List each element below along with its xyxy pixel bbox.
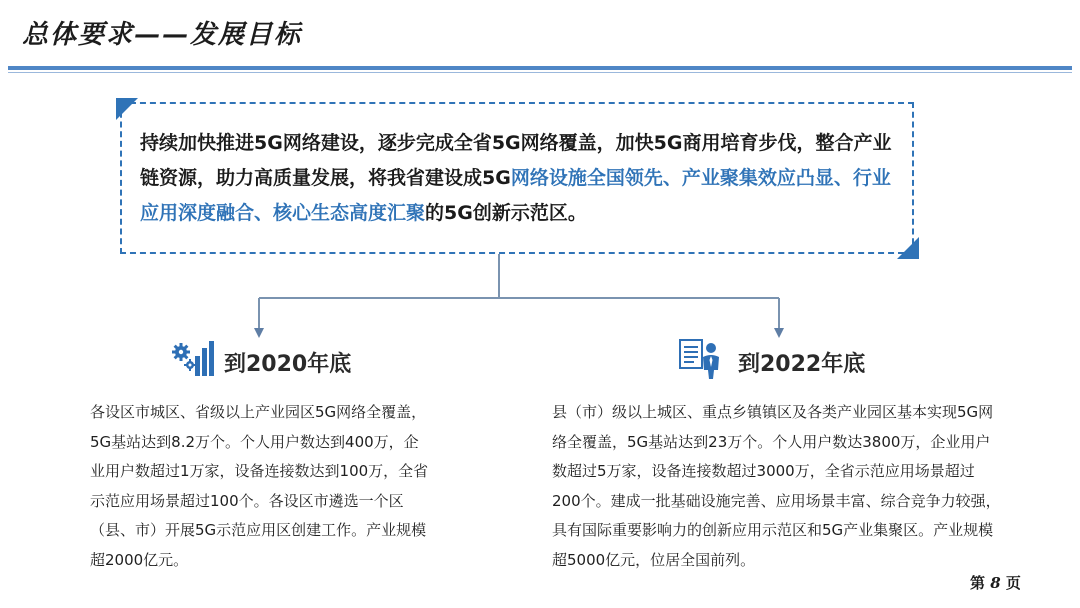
goal-statement bbox=[140, 126, 900, 231]
goal-text-highlight: 网络设施全国领先、产业聚集效应凸显、行业应用深度融合、核心生态高度汇聚 bbox=[140, 167, 891, 224]
section-heading-2022: 到2022年底 bbox=[738, 352, 866, 377]
page-number-value: 8 bbox=[990, 574, 1001, 592]
arrow-down-icon bbox=[254, 328, 264, 338]
arrow-down-icon bbox=[774, 328, 784, 338]
gears-chart-icon bbox=[171, 338, 215, 378]
corner-accent-top-left bbox=[116, 98, 138, 120]
goal-text-part1: 持续加快推进5G网络建设，逐步完成全省5G网络覆盖，加快5G商用培育步伐，整合产业链资源，助力高质量发展，将我省建设成5G bbox=[140, 132, 892, 189]
slide-title: 总体要求——发展目标 bbox=[22, 20, 303, 50]
page-label-suffix: 页 bbox=[1005, 574, 1021, 592]
branch-connector bbox=[240, 254, 800, 340]
corner-accent-bottom-right bbox=[897, 237, 919, 259]
section-body-2022: 县（市）级以上城区、重点乡镇镇区及各类产业园区基本实现5G网络全覆盖，5G基站达到23万个。个人用户数达3800万，企业用户数超过5万家，设备连接数超过3000万，全省示范应用场景超过200个。建成一批基础设施完善、应用场景丰富、综合竞争力较强，具有国际重要影响力的创新应用示范区和5G产业集聚区。产业规模超5000亿元，位居全国前列。 bbox=[552, 403, 1001, 569]
document-person-icon bbox=[678, 336, 722, 380]
page-number bbox=[970, 572, 1021, 593]
section-heading-2020: 到2020年底 bbox=[224, 352, 352, 377]
section-body-2020: 各设区市城区、省级以上产业园区5G网络全覆盖，5G基站达到8.2万个。个人用户数达到400万，企业用户数超过1万家，设备连接数达到100万，全省示范应用场景超过100个。各设区市遴选一个区（县、市）开展5G示范应用区创建工作。产业规模超2000亿元。 bbox=[90, 403, 429, 569]
title-divider-thin bbox=[8, 72, 1072, 73]
goal-text-part2: 的5G创新示范区。 bbox=[425, 202, 587, 224]
page-label-prefix: 第 bbox=[970, 574, 986, 592]
title-divider bbox=[8, 66, 1072, 70]
